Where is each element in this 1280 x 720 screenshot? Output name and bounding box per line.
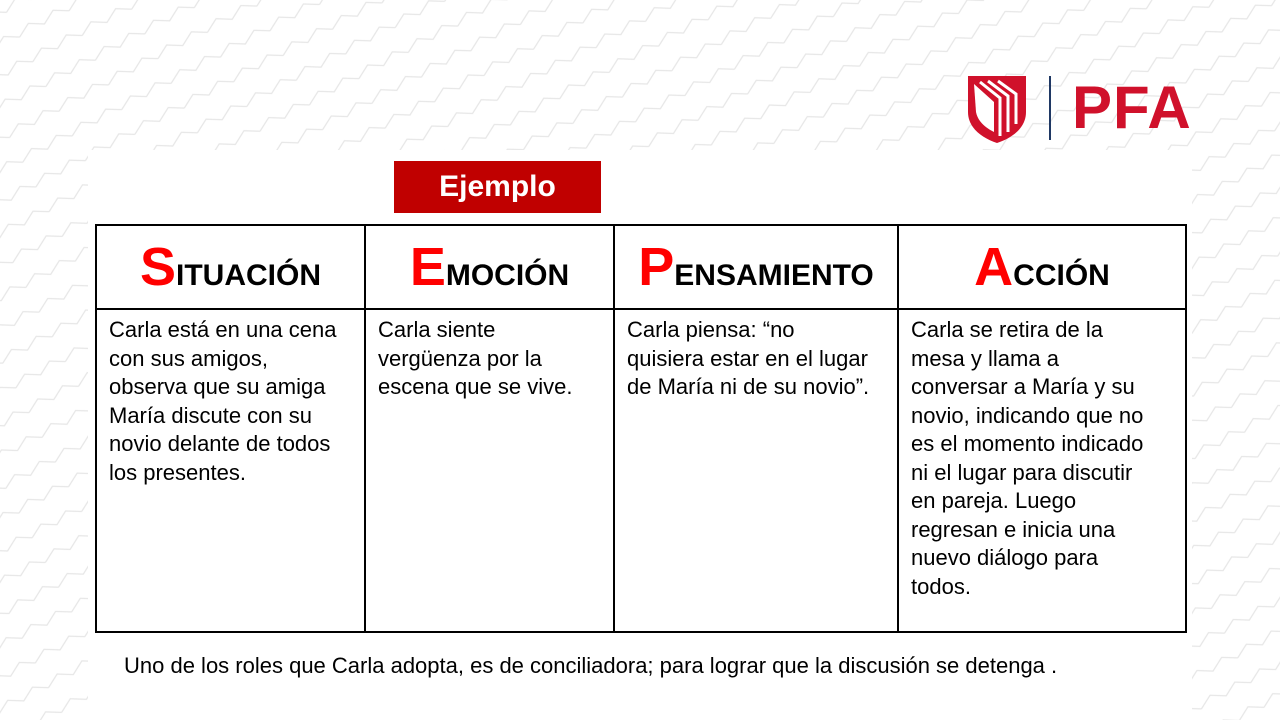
table-row: [96, 309, 1186, 632]
header-emocion: [365, 225, 614, 309]
header-rest: ITUACIÓN: [176, 259, 322, 292]
header-initial: E: [409, 237, 446, 297]
logo-text: PFA: [1072, 74, 1192, 141]
university-shield-icon: [966, 72, 1028, 144]
cell-situacion: Carla está en una cena con sus amigos, observa que su amiga María discute con su novio delante de todos los presentes.: [96, 309, 365, 632]
header-initial: P: [638, 237, 675, 297]
header-rest: CCIÓN: [1013, 259, 1110, 292]
header-accion: [898, 225, 1186, 309]
pfa-logo: [966, 72, 1196, 144]
header-row: [96, 225, 1186, 309]
header-initial: S: [139, 237, 177, 297]
cell-accion: Carla se retira de la mesa y llama a conversar a María y su novio, indicando que no es el momento indicado ni el lugar para discutir en pareja. Luego regresan e inicia una nuevo diálogo para todos.: [898, 309, 1186, 632]
cell-emocion: Carla siente vergüenza por la escena que se vive.: [365, 309, 614, 632]
header-pensamiento: [614, 225, 898, 309]
header-situacion: [96, 225, 365, 309]
header-rest: ENSAMIENTO: [674, 259, 874, 292]
logo-divider: [1049, 76, 1051, 140]
cell-pensamiento: Carla piensa: “no quisiera estar en el lugar de María ni de su novio”.: [614, 309, 898, 632]
header-rest: MOCIÓN: [445, 259, 570, 292]
header-initial: A: [974, 237, 1014, 297]
example-banner: Ejemplo: [394, 161, 601, 213]
footer-note: Uno de los roles que Carla adopta, es de conciliadora; para lograr que la discusión se detenga .: [124, 653, 1058, 678]
sepa-table: [95, 224, 1187, 633]
